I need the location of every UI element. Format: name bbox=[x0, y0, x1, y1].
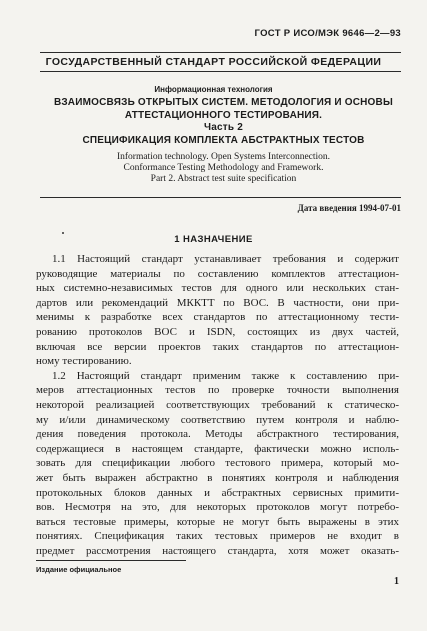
date-rule bbox=[40, 197, 401, 198]
english-title-line: Information technology. Open Systems Interconnection. bbox=[116, 152, 331, 162]
text-line: зовать для спецификации любого тестового примера, который мо- bbox=[36, 457, 399, 470]
text-line: меров аттестационных тестов по проверке точности выполнения bbox=[36, 384, 399, 397]
text-line: содержащиеся в настоящем стандарте, фактически можно исполь- bbox=[36, 442, 399, 455]
edition-label: Издание официальное bbox=[36, 565, 122, 574]
text-line: ному тестированию. bbox=[36, 355, 132, 368]
text-line: понятиях. Спецификация таких тестовых примеров не входит в bbox=[36, 530, 399, 543]
standard-title: ГОСУДАРСТВЕННЫЙ СТАНДАРТ РОССИЙСКОЙ ФЕДЕРАЦИИ bbox=[45, 56, 382, 68]
english-title-line: Conformance Testing Methodology and Framework. bbox=[123, 163, 324, 173]
main-title-line: ВЗАИМОСВЯЗЬ ОТКРЫТЫХ СИСТЕМ. МЕТОДОЛОГИЯ И ОСНОВЫ bbox=[54, 97, 393, 108]
title-rule bbox=[40, 71, 401, 72]
text-line: дартов или рекомендаций МККТТ по ВОС. В частности, они при- bbox=[36, 296, 399, 309]
text-line: ваться тестовые примеры, которые не могут быть выражены в этих bbox=[36, 515, 399, 528]
part-label: Часть 2 bbox=[204, 122, 243, 133]
effective-date: Дата введения 1994-07-01 bbox=[297, 203, 401, 213]
text-line: предмет рассмотрения настоящего стандарта, хотя может оказать- bbox=[36, 544, 399, 557]
text-line: некоторой реализацией соответствующих требований к статическо- bbox=[36, 398, 399, 411]
subject-line: Информационная технология bbox=[154, 85, 273, 94]
text-line: включая все версии проектов таких стандартов по аттестацион- bbox=[36, 340, 399, 353]
main-title-line: СПЕЦИФИКАЦИЯ КОМПЛЕКТА АБСТРАКТНЫХ ТЕСТОВ bbox=[82, 134, 365, 146]
english-title bbox=[60, 152, 387, 185]
main-title bbox=[50, 97, 397, 147]
text-line: руководящие материалы по составлению комплектов аттестацион- bbox=[36, 267, 399, 280]
english-title-line: Part 2. Abstract test suite specification bbox=[150, 174, 297, 184]
text-line: вов. Несмотря на это, для некоторых протоколов могут потребо- bbox=[36, 501, 399, 514]
footer-rule bbox=[36, 560, 186, 561]
section-heading: 1 НАЗНАЧЕНИЕ bbox=[174, 234, 253, 245]
text-line: менимы к разработке всех стандартов по аттестационному тести- bbox=[36, 311, 399, 324]
text-line: жет быть выражен абстрактно в понятиях контроля и наблюдения bbox=[36, 471, 399, 484]
text-line: рованию протоколов ВОС и ISDN, состоящих из двух частей, bbox=[36, 325, 399, 338]
document-code: ГОСТ Р ИСО/МЭК 9646—2—93 bbox=[254, 28, 401, 39]
text-line: дения поведения протокола. Методы абстрактного тестирования, bbox=[36, 428, 399, 441]
text-line: му и/или динамическому соответствию путем контроля и наблю- bbox=[36, 413, 399, 426]
text-line: 1.1 Настоящий стандарт устанавливает требования и содержит bbox=[52, 253, 399, 265]
text-line: протокольных блоков данных и абстрактных сервисных примити- bbox=[36, 486, 399, 499]
main-title-line: АТТЕСТАЦИОННОГО ТЕСТИРОВАНИЯ. bbox=[124, 109, 323, 121]
text-line: 1.2 Настоящий стандарт применим также к составлению при- bbox=[52, 369, 399, 382]
text-line: ных системно-независимых тестов для одного или нескольких стан- bbox=[36, 282, 399, 295]
page-number: 1 bbox=[394, 576, 399, 587]
body-text bbox=[36, 252, 399, 558]
top-rule bbox=[40, 52, 401, 53]
